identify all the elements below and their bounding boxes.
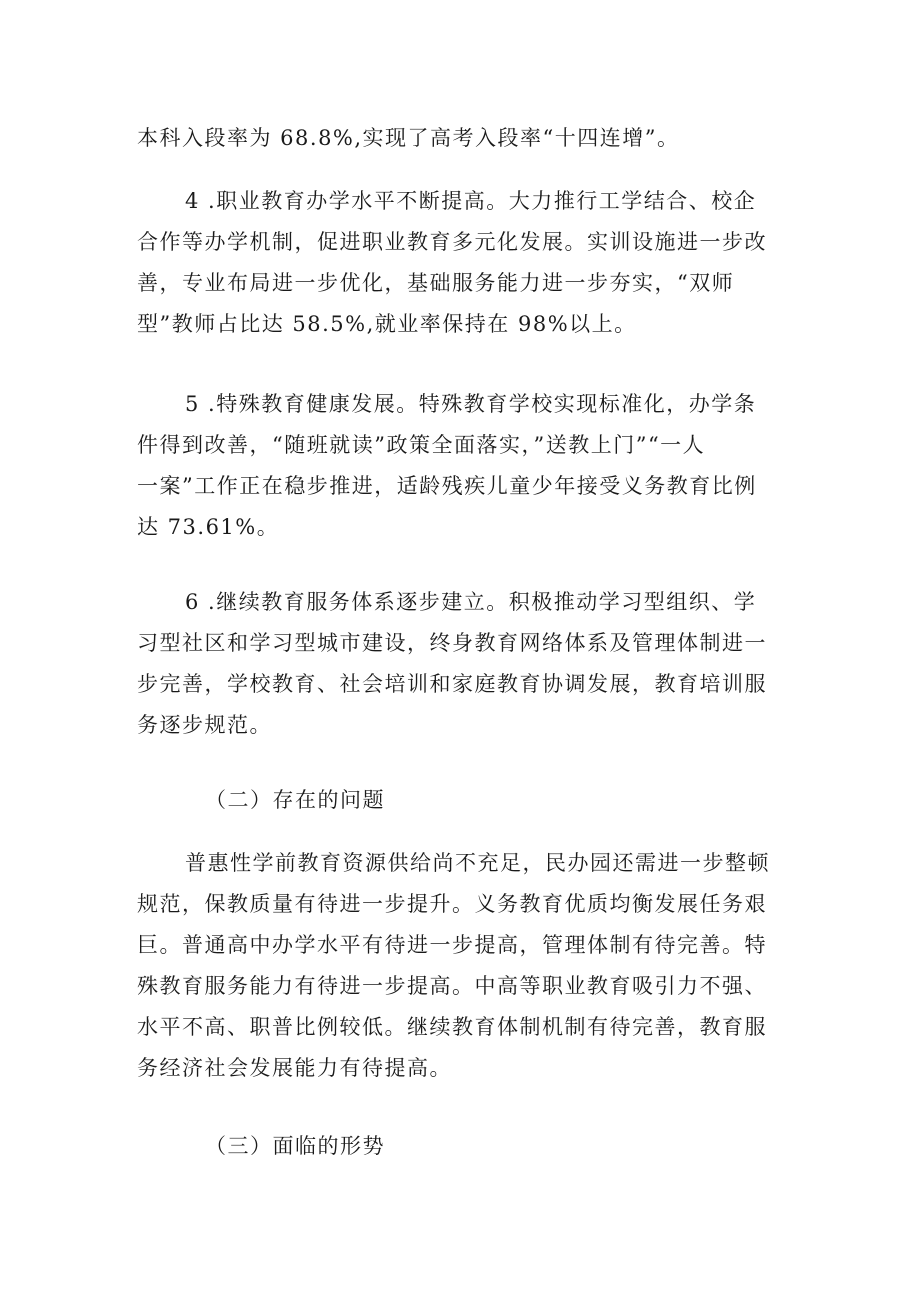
text-line: 本科入段率为 68.8%,实现了高考入段率“十四连增”。 xyxy=(137,126,680,150)
paragraph-problems xyxy=(137,843,787,1089)
text-line: 步完善，学校教育、社会培训和家庭教育协调发展，教育培训服 xyxy=(137,672,767,696)
paragraph-continuing-education xyxy=(137,582,787,746)
text-line: 6 .继续教育服务体系逐步建立。积极推动学习型组织、学 xyxy=(185,590,757,614)
text-line: 务逐步规范。 xyxy=(137,713,272,737)
text-line: 习型社区和学习型城市建设，终身教育网络体系及管理体制进一 xyxy=(137,631,767,655)
text-line: 善，专业布局进一步优化，基础服务能力进一步夯实，“双师 xyxy=(137,271,735,295)
text-line: 规范，保教质量有待进一步提升。义务教育优质均衡发展任务艰 xyxy=(137,892,767,916)
paragraph-special-education xyxy=(137,384,787,548)
text-line: 件得到改善，“随班就读”政策全面落实，”送教上门”“一人 xyxy=(137,433,706,457)
text-line: 5 .特殊教育健康发展。特殊教育学校实现标准化，办学条 xyxy=(185,392,757,416)
section-heading-problems: （二）存在的问题 xyxy=(205,788,385,812)
paragraph-vocational-education xyxy=(137,181,787,345)
text-line: 巨。普通高中办学水平有待进一步提高，管理体制有待完善。特 xyxy=(137,933,767,957)
text-line: 普惠性学前教育资源供给尚不充足，民办园还需进一步整顿 xyxy=(185,851,770,875)
text-line: 殊教育服务能力有待进一步提高。中高等职业教育吸引力不强、 xyxy=(137,974,767,998)
text-line: 一案”工作正在稳步推进，适龄残疾儿童少年接受义务教育比例 xyxy=(137,474,757,498)
text-line: 合作等办学机制，促进职业教育多元化发展。实训设施进一步改 xyxy=(137,230,767,254)
text-line: 4 .职业教育办学水平不断提高。大力推行工学结合、校企 xyxy=(185,189,757,213)
text-line: 型”教师占比达 58.5%,就业率保持在 98%以上。 xyxy=(137,312,637,336)
text-line: 达 73.61%。 xyxy=(137,515,280,539)
text-line: 务经济社会发展能力有待提高。 xyxy=(137,1056,452,1080)
text-line: 水平不高、职普比例较低。继续教育体制机制有待完善，教育服 xyxy=(137,1015,767,1039)
section-heading-situation: （三）面临的形势 xyxy=(205,1134,385,1158)
paragraph-continuation xyxy=(137,118,787,159)
